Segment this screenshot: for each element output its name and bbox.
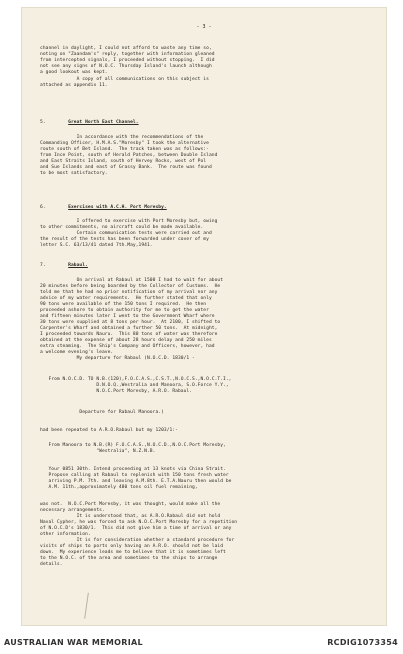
text-line: On arrival at Rabaul at 1500 I had to wait for about — [40, 278, 224, 283]
text-line: from Ince Point, south of Herald Patches, between Double Island — [40, 153, 218, 158]
text-line: "Westralia", N.Z.N.B. — [40, 449, 156, 454]
text-line: details. — [40, 562, 63, 567]
text-line: Departure for Rabaul Manoora.) — [40, 410, 164, 415]
record-id: RCDIG1073354 — [327, 638, 398, 647]
archive-footer — [0, 635, 403, 654]
text-line: Carpenter's Wharf and obtained a further 50 tons. At midnight, — [40, 326, 218, 331]
text-line: noting on "Zaandam's" reply, together with information gleaned — [40, 52, 215, 57]
text-line: It is understood that, as A.R.O.Rabaul did not hold — [40, 514, 221, 519]
document-page — [22, 8, 386, 625]
page-number: - 3 - — [196, 24, 212, 30]
text-line: told me that he had no prior notification of my arrival nor any — [40, 290, 218, 295]
text-line: 90 tons were available of the 150 tons I required. He then — [40, 302, 207, 307]
pencil-mark — [84, 593, 93, 619]
text-line: and Sue Islands and east of Grassy Bank. The route was found — [40, 165, 212, 170]
text-line: the result of the tests has been forwarded under cover of my — [40, 237, 209, 242]
text-line: From N.O.C.D. TO N.B.(120),F.O.C.A.S.,C.S.T.,N.O.C.S.,N.O.C.T.I., — [40, 377, 232, 382]
section-heading: 5. Great North East Channel. — [40, 120, 139, 125]
text-line: a welcome evening's leave. — [40, 350, 114, 355]
text-line: A copy of all communications on this subject is — [40, 77, 209, 82]
text-line: letter S.C. 63/13/41 dated 7th.May,1941. — [40, 243, 153, 248]
text-line: In accordance with the recommendations of the — [40, 135, 204, 140]
text-line: advice of my water requirements. He further stated that only — [40, 296, 212, 301]
text-line: My departure for Rabaul (N.O.C.D. 1830/1 - — [40, 356, 195, 361]
text-line: had been repeated to A.R.O.Rabaul but my 1203/1:- — [40, 428, 178, 433]
text-line: proceeded ashore to obtain authority for me to get the water — [40, 308, 209, 313]
text-line: D.N.O.Q.,Westralia and Manoora, S.O.Force Y.Y., — [40, 383, 229, 388]
text-line: Certain communication tests were carried out and — [40, 231, 212, 236]
text-line: Propose calling at Rabaul to replenish with 150 tons fresh water — [40, 473, 229, 478]
text-line: I offered to exercise with Port Moresby but, owing — [40, 219, 218, 224]
text-line: A.M. 11th.,approximately 480 tons oil fuel remaining, — [40, 485, 198, 490]
text-line: not see any signs of N.O.C. Thursday Island's launch although — [40, 64, 212, 69]
text-line: to be most satisfactory. — [40, 171, 108, 176]
text-line: Your 0851 30th. Intend proceeding at 13 knots via China Strait. — [40, 467, 226, 472]
text-line: extra steaming. The Ship's Company and Officers, however, had — [40, 344, 215, 349]
text-line: other information. — [40, 532, 91, 537]
text-line: channel in daylight, I could not afford to waste any time so, — [40, 46, 212, 51]
text-line: visits of ships to ports only having an A.R.O. should not be laid — [40, 544, 224, 549]
text-line: Commanding Officer, H.M.A.S."Moresby" I took the alternative — [40, 141, 209, 146]
text-line: Naval Cypher, he was forced to ask N.O.C.Port Moresby for a repetition — [40, 520, 238, 525]
text-line: route south of Bet Island. The track taken was as follows:- — [40, 147, 209, 152]
text-line: It is for consideration whether a standard procedure for — [40, 538, 235, 543]
text-line: 30 tons were supplied at 8 tons per hour. At 2100, I shifted to — [40, 320, 221, 325]
section-heading: 6. Exercises with A.C.H. Port Moresby. — [40, 205, 167, 210]
text-line: to the N.O.C. of the area and sometimes to the ships to arrange — [40, 556, 218, 561]
text-line: and East Straits Island, south of Hervey Rocks, west of Pol — [40, 159, 207, 164]
text-line: From Manoora to N.B.(R) F.O.C.A.S.,N.O.C.D.,N.O.C.Port Moresby, — [40, 443, 226, 448]
text-line: was not. N.O.C.Port Moresby, it was thought, would make all the — [40, 502, 221, 507]
text-line: N.O.C.Port Moresby, A.R.O. Rabaul. — [40, 389, 193, 394]
text-line: necessary arrangements. — [40, 508, 105, 513]
text-line: a good lookout was kept. — [40, 70, 108, 75]
archive-name: AUSTRALIAN WAR MEMORIAL — [4, 638, 143, 647]
section-heading: 7. Rabaul. — [40, 263, 88, 268]
text-line: attached as appendix 11. — [40, 83, 108, 88]
text-line: to other commitments, no aircraft could be made available. — [40, 225, 204, 230]
text-line: down. My experience leads me to believe that it is sometimes left — [40, 550, 226, 555]
text-line: arriving P.M. 7th. and leaving A.M.8th. E.T.A.Nauru then would be — [40, 479, 232, 484]
text-line: and fifteen minutes later I went to the Government Wharf where — [40, 314, 215, 319]
text-line: of N.O.C.D's 1830/1. This did not give him a time of arrival or any — [40, 526, 232, 531]
text-line: obtained at the expense of about 28 hours delay and 250 miles — [40, 338, 212, 343]
text-line: I proceeded towards Nauru. This 80 tons of water was therefore — [40, 332, 218, 337]
text-line: 20 minutes before being boarded by the Collector of Customs. He — [40, 284, 221, 289]
text-line: from intercepted signals, I proceeded without stopping. I did — [40, 58, 215, 63]
